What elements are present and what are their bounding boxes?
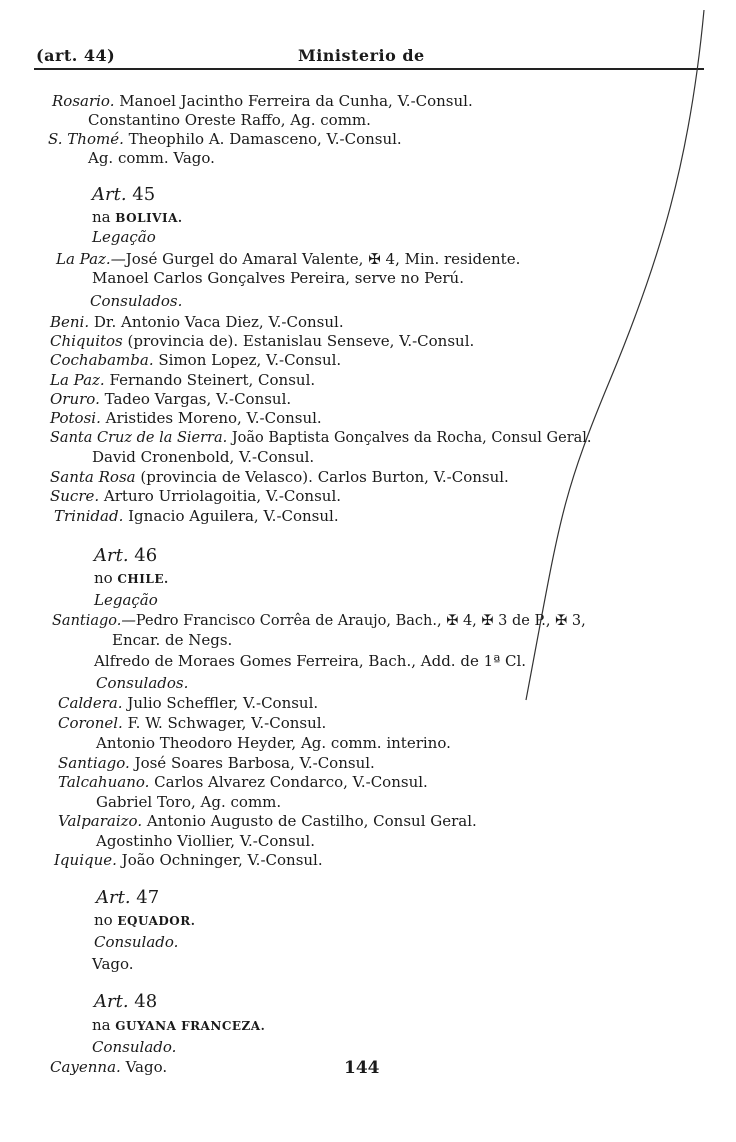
entry-line: Cochabamba. Simon Lopez, V.-Consul. [50, 351, 342, 369]
entry-line: Chiquitos (provincia de). Estanislau Senseve, V.-Consul. [50, 332, 475, 350]
entry-line: Santiago.—Pedro Francisco Corrêa de Araujo, Bach., ✠ 4, ✠ 3 de P., ✠ 3, [52, 613, 586, 629]
entry-line: Sucre. Arturo Urriolagoitia, V.-Consul. [50, 487, 342, 505]
entry-line: Cayenna. Vago. [50, 1058, 168, 1076]
page-number: 144 [344, 1058, 380, 1078]
article-heading: Art. 47 [96, 887, 160, 908]
entry-line: Talcahuano. Carlos Alvarez Condarco, V.-Consul. [58, 773, 428, 791]
entry-line: Agostinho Viollier, V.-Consul. [96, 832, 315, 850]
entry-line: Encar. de Negs. [112, 631, 233, 649]
section-label: Consulado. [92, 1038, 177, 1056]
section-label: Consulados. [90, 292, 183, 310]
entry-line: Coronel. F. W. Schwager, V.-Consul. [58, 714, 327, 732]
entry-line: Iquique. João Ochninger, V.-Consul. [54, 851, 323, 869]
entry-line: Beni. Dr. Antonio Vaca Diez, V.-Consul. [50, 313, 344, 331]
section-label: Legação [92, 228, 156, 246]
article-heading: Art. 48 [94, 991, 158, 1012]
entry-line: Oruro. Tadeo Vargas, V.-Consul. [50, 390, 292, 408]
entry-line: Trinidad. Ignacio Aguilera, V.-Consul. [54, 507, 339, 525]
country-heading: na BOLIVIA. [92, 208, 183, 226]
entry-line: Ag. comm. Vago. [88, 149, 215, 167]
section-label: Legação [94, 591, 158, 609]
running-header-center: Ministerio de [298, 46, 425, 65]
section-label: Consulado. [94, 933, 179, 951]
country-heading: no CHILE. [94, 569, 169, 587]
entry-line: Vago. [92, 955, 134, 973]
entry-line: La Paz.—José Gurgel do Amaral Valente, ✠ 4, Min. residente. [56, 250, 521, 268]
entry-line: Santa Rosa (provincia de Velasco). Carlos Burton, V.-Consul. [50, 468, 509, 486]
running-header-left: (art. 44) [36, 46, 116, 65]
entry-line: La Paz. Fernando Steinert, Consul. [50, 371, 316, 389]
entry-line: Potosi. Aristides Moreno, V.-Consul. [50, 409, 322, 427]
entry-line: Valparaizo. Antonio Augusto de Castilho, Consul Geral. [58, 812, 477, 830]
article-heading: Art. 46 [94, 545, 158, 566]
entry-line: Santa Cruz de la Sierra. João Baptista Gonçalves da Rocha, Consul Geral. [50, 430, 592, 446]
country-heading: no EQUADOR. [94, 911, 196, 929]
entry-line: Manoel Carlos Gonçalves Pereira, serve no Perú. [92, 269, 464, 287]
entry-line: David Cronenbold, V.-Consul. [92, 448, 315, 466]
entry-line: Santiago. José Soares Barbosa, V.-Consul. [58, 754, 375, 772]
entry-line: Gabriel Toro, Ag. comm. [96, 793, 282, 811]
entry-line: S. Thomé. Theophilo A. Damasceno, V.-Consul. [48, 130, 402, 148]
entry-line: Constantino Oreste Raffo, Ag. comm. [88, 111, 371, 129]
country-heading: na GUYANA FRANCEZA. [92, 1016, 266, 1034]
entry-line: Rosario. Manoel Jacintho Ferreira da Cunha, V.-Consul. [52, 92, 473, 110]
entry-line: Antonio Theodoro Heyder, Ag. comm. interino. [96, 734, 451, 752]
entry-line: Alfredo de Moraes Gomes Ferreira, Bach., Add. de 1ª Cl. [94, 652, 527, 670]
section-label: Consulados. [96, 674, 189, 692]
entry-line: Caldera. Julio Scheffler, V.-Consul. [58, 694, 319, 712]
article-heading: Art. 45 [92, 184, 156, 205]
